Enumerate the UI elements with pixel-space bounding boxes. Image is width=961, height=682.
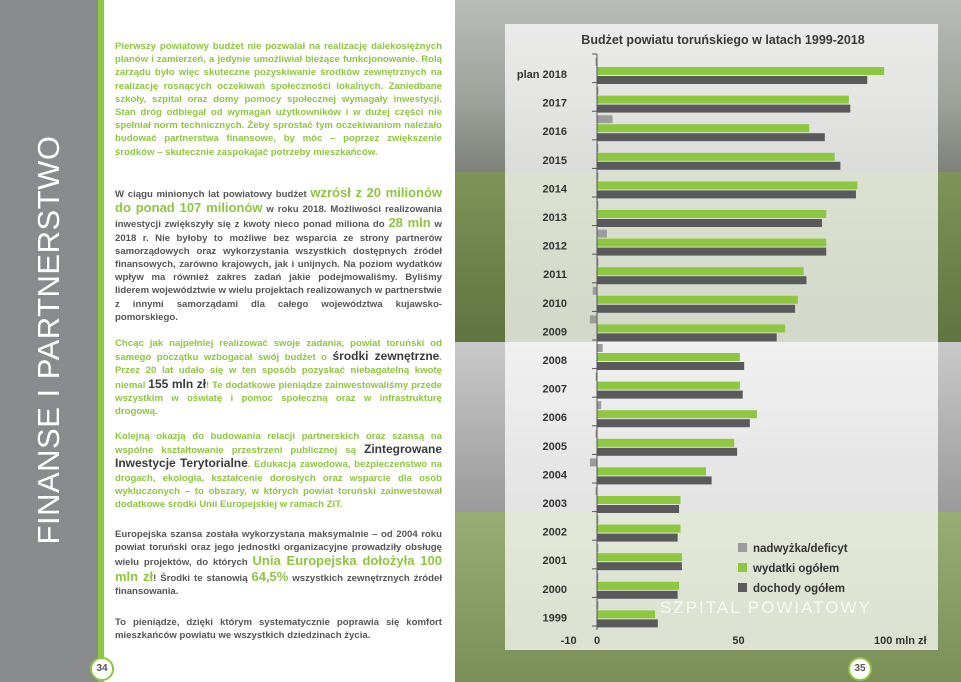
chart-title: Budżet powiatu toruńskiego w latach 1999-2018 [581, 33, 865, 47]
paragraph-5-text-c: wszystkich zewnętrznych źródeł finansowania. [115, 572, 442, 597]
x-tick-label-0: -10 [560, 635, 577, 647]
bar-wydatki-ogolem-15 [597, 496, 680, 504]
bar-nadwyzka-deficyt-14 [590, 458, 597, 466]
bar-nadwyzka-deficyt-6 [597, 230, 607, 238]
legend-label-2: dochody ogółem [753, 583, 845, 595]
y-label-19: 1999 [542, 612, 567, 625]
bar-dochody-ogolem-17 [597, 562, 682, 570]
legend-swatch-2 [738, 583, 747, 592]
section-title: FINANSE I PARTNERSTWO [31, 135, 66, 545]
paragraph-1: Pierwszy powiatowy budżet nie pozwalał na realizację dalekosiężnych planów i zamierzeń, a jedynie umożliwiał bieżące funkcjonowanie. Rolą zarządu było więc skuteczne pozyskiwanie środków zewnętrznych na realizację rosnących oczekiwań społeczności lokalnych. Zaniedbane szkoły, szpital oraz domy pomocy społecznej wymagały inwestycji. Stan dróg odbiegał od wymagań użytkowników i w dużej części nie spełniał norm technicznych. Żeby sprostać tym oczekiwaniom należało budować partnerstwa finansowe, by móc – poprzez zwiększenie środków – skutecznie zaspokajać potrzeby mieszkańców. [115, 41, 442, 158]
y-label-12: 2006 [542, 412, 567, 425]
paragraph-3-text-b: . Przez 20 lat udało się w ten sposób pozyskać niebagatelną kwotę niemal [115, 352, 443, 391]
y-label-3: 2015 [542, 154, 567, 167]
bar-dochody-ogolem-6 [597, 248, 826, 256]
legend-label-1: wydatki ogółem [753, 563, 840, 575]
highlight-budget-growth: wzrósł z 20 milionów do ponad 107 milionów [115, 185, 443, 216]
bar-dochody-ogolem-11 [597, 391, 743, 399]
bar-nadwyzka-deficyt-2 [597, 115, 613, 123]
bar-wydatki-ogolem-19 [597, 610, 655, 618]
x-tick-label-2: 50 [732, 635, 745, 647]
bar-wydatki-ogolem-5 [597, 210, 826, 218]
bar-dochody-ogolem-5 [597, 219, 822, 227]
y-label-9: 2009 [542, 326, 567, 339]
chart-y-labels [517, 69, 568, 624]
y-label-2: 2016 [542, 126, 567, 139]
bar-wydatki-ogolem-9 [597, 324, 785, 332]
y-label-5: 2013 [542, 212, 567, 224]
page-number-right: 35 [848, 657, 872, 681]
bar-nadwyzka-deficyt-10 [597, 344, 603, 352]
y-label-17: 2001 [542, 555, 567, 568]
x-tick-label-3: 100 mln zł [874, 635, 927, 647]
bar-dochody-ogolem-9 [597, 333, 777, 341]
bar-dochody-ogolem-7 [597, 276, 806, 284]
highlight-28-mln: 28 mln [388, 215, 431, 231]
paragraph-6: To pieniądze, dzięki którym systematycznie poprawia się komfort mieszkańców powiatu we wszystkich dziedzinach życia. [115, 617, 442, 642]
bar-nadwyzka-deficyt-12 [597, 401, 601, 409]
bar-dochody-ogolem-3 [597, 162, 840, 170]
bar-dochody-ogolem-19 [597, 619, 658, 627]
bar-wydatki-ogolem-4 [597, 181, 857, 189]
y-label-14: 2004 [542, 469, 567, 482]
paragraph-2-text-a: W ciągu minionych lat powiatowy budżet [115, 189, 311, 200]
bar-dochody-ogolem-2 [597, 133, 825, 141]
legend-swatch-1 [738, 563, 747, 572]
bar-wydatki-ogolem-14 [597, 467, 706, 475]
y-label-16: 2002 [542, 526, 567, 539]
bar-wydatki-ogolem-1 [597, 96, 849, 104]
y-label-6: 2012 [542, 240, 567, 253]
legend-label-0: nadwyżka/deficyt [753, 543, 848, 555]
highlight-eu-100-mln: Unia Europejska dołożyła 100 mln zł [115, 553, 442, 584]
bar-wydatki-ogolem-2 [597, 124, 809, 132]
y-label-0: plan 2018 [516, 69, 567, 81]
bar-wydatki-ogolem-10 [597, 353, 740, 361]
paragraph-4-text-b: . Edukacja zawodowa, bezpieczeństwo na drogach, ekologia, kształcenie dorosłych oraz wsparcie dla osób wykluczonych – to obszary, w których powiat toruński zainwestował dodatkowe środki Unii Europejskiej w ramach ZIT. [115, 459, 442, 511]
bar-dochody-ogolem-16 [597, 534, 678, 542]
bar-wydatki-ogolem-11 [597, 382, 740, 390]
bar-wydatki-ogolem-8 [597, 296, 798, 304]
page-number-left: 34 [90, 657, 114, 681]
bar-wydatki-ogolem-12 [597, 410, 757, 418]
bar-nadwyzka-deficyt-8 [593, 287, 597, 295]
paragraph-2-text-b: w roku 2018. Możliwości realizowania inwestycji zwiększyły się z kwoty nieco ponad miliona do [115, 204, 443, 231]
paragraph-5-text-a: Europejska szansa została wykorzystana maksymalnie – od 2004 roku powiat toruński oraz jego jednostki organizacyjne prowadziły obsługę wielu projektów, do których [115, 529, 442, 569]
bar-dochody-ogolem-13 [597, 448, 737, 456]
chart-legend [738, 543, 848, 595]
highlight-155-mln: 155 mln zł [148, 376, 207, 391]
bar-wydatki-ogolem-18 [597, 582, 679, 590]
bar-dochody-ogolem-14 [597, 476, 712, 484]
bar-dochody-ogolem-10 [597, 362, 744, 370]
highlight-external-funds: środki zewnętrzne [332, 349, 440, 364]
highlight-64-5-percent: 64,5% [251, 568, 289, 584]
paragraph-5-text-b: ! Środki te stanowią [153, 572, 252, 584]
bar-dochody-ogolem-8 [597, 305, 795, 313]
bar-nadwyzka-deficyt-9 [590, 315, 597, 323]
y-label-4: 2014 [542, 183, 567, 196]
bar-dochody-ogolem-1 [597, 105, 850, 113]
bar-dochody-ogolem-0 [597, 76, 867, 84]
y-label-1: 2017 [542, 97, 567, 110]
bar-wydatki-ogolem-0 [597, 67, 884, 75]
y-label-7: 2011 [543, 269, 567, 282]
bar-wydatki-ogolem-13 [597, 439, 734, 447]
bar-wydatki-ogolem-16 [597, 525, 680, 533]
y-label-11: 2007 [542, 383, 567, 396]
y-label-15: 2003 [542, 498, 567, 510]
bar-dochody-ogolem-15 [597, 505, 679, 513]
bar-dochody-ogolem-12 [597, 419, 750, 427]
bar-wydatki-ogolem-7 [597, 267, 804, 275]
bar-wydatki-ogolem-3 [597, 153, 835, 161]
y-label-10: 2008 [542, 355, 567, 367]
legend-swatch-0 [738, 543, 747, 552]
bar-dochody-ogolem-18 [597, 591, 678, 599]
bar-wydatki-ogolem-17 [597, 553, 682, 561]
y-label-8: 2010 [542, 297, 567, 310]
paragraph-3-text-a: Chcąc jak najpełniej realizować swoje zadania, powiat toruński od samego początku wzbogacał swój budżet o [115, 338, 442, 364]
x-tick-label-1: 0 [593, 635, 601, 647]
highlight-zit: Zintegrowane Inwestycje Terytorialne [115, 442, 442, 471]
paragraph-4-text-a: Kolejną okazją do budowania relacji partnerskich oraz szansą na wspólne kształtowanie przestrzeni publicznej są [115, 431, 442, 457]
paragraph-2-text-c: w 2018 r. Nie byłoby to możliwe bez wsparcia ze strony partnerów samorządowych oraz wykorzystania wszystkich dostępnych źródeł finansowych, zarówno krajowych, jak i unijnych. Na poziom wydatków wpływ ma również zakres zadań jakie podejmowaliśmy. Byliśmy liderem województwie w wielu projektach realizowanych w partnerstwie z innymi samorządami dla całego województwa kujawsko-pomorskiego. [115, 219, 442, 323]
y-label-18: 2000 [542, 583, 567, 596]
paragraph-3-text-c: ! Te dodatkowe pieniądze zainwestowaliśmy przede wszystkim w oświatę i pomoc społeczną oraz w infrastrukturę drogową. [115, 379, 442, 418]
bar-dochody-ogolem-4 [597, 190, 856, 198]
chart-bars [590, 58, 884, 627]
bar-wydatki-ogolem-6 [597, 239, 826, 247]
y-label-13: 2005 [542, 440, 567, 453]
